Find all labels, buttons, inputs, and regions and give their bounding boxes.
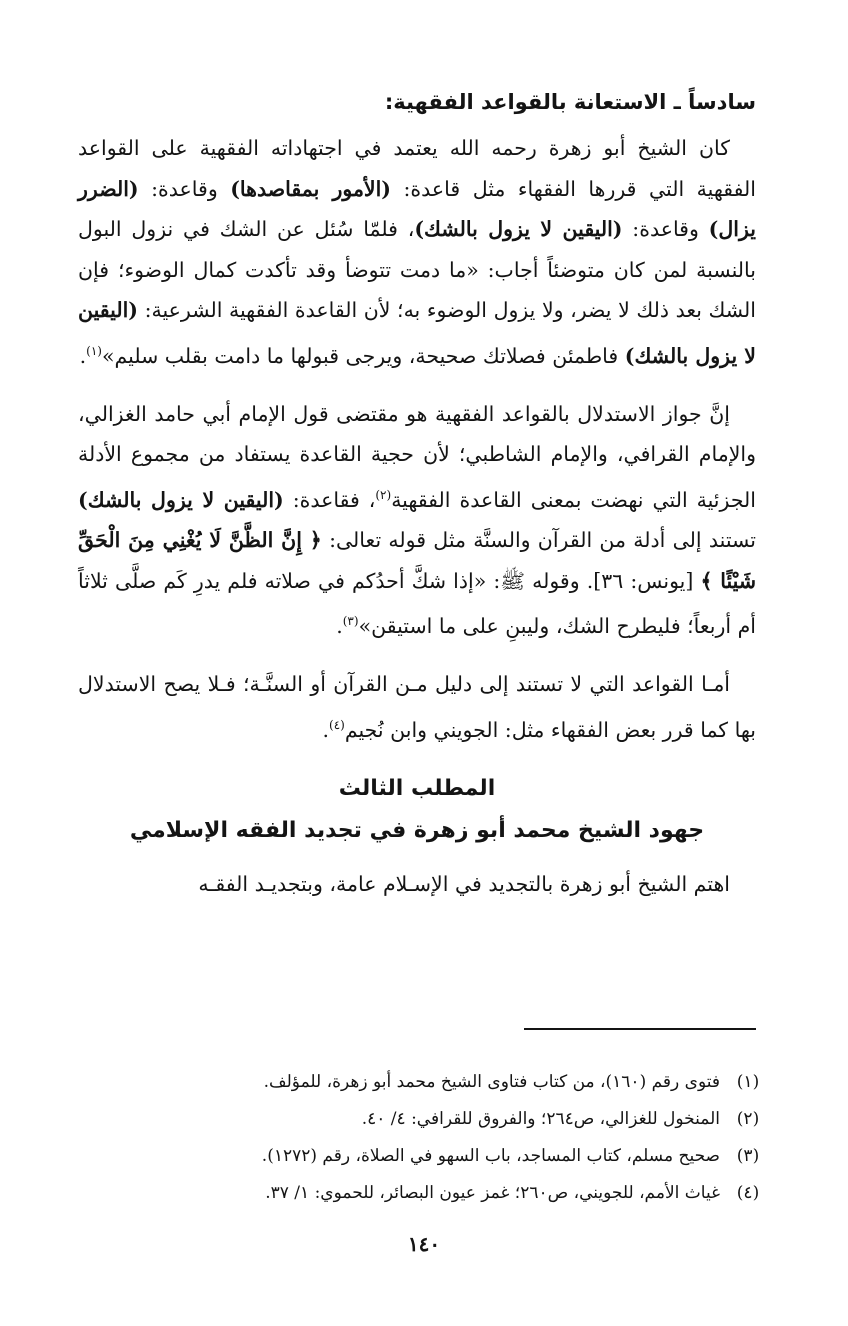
footnotes	[78, 1064, 764, 1212]
footnote-ref[interactable]: (٤)	[329, 717, 345, 732]
bold-phrase: (الضرر يزال)	[78, 176, 756, 241]
text: .	[79, 343, 87, 368]
footnote-ref[interactable]: (٣)	[342, 614, 359, 629]
bold-phrase: (اليقين لا يزول بالشك)	[414, 217, 623, 241]
quran-verse: ﴿ إِنَّ الظَّنَّ لَا يُغْنِي مِنَ الْحَقِّ شَيْئًا ﴾	[78, 528, 757, 593]
text: .	[336, 613, 343, 638]
text: وقاعدة:	[622, 217, 709, 241]
text: [يونس: ٣٦]. وقوله ﷺ: «إذا شكَّ أحدُكم في صلاته فلم يدرِ كَم صلَّى ثلاثاً أم أربعاً؛ فليطرح الشك، وليبنِ على ما استيقن»	[78, 568, 756, 638]
matlab-title: المطلب الثالث	[338, 776, 496, 802]
footnote-text: المنخول للغزالي، ص٢٦٤؛ والفروق للقرافي: ٤/ ٤٠.	[361, 1109, 720, 1129]
text: وقاعدة:	[138, 176, 231, 201]
text: ، فقاعدة:	[283, 487, 376, 512]
paragraph-3	[78, 664, 756, 750]
footnote-item	[78, 1101, 764, 1138]
footnote-text: فتوى رقم (١٦٠)، من كتاب فتاوى الشيخ محمد أبو زهرة، للمؤلف.	[263, 1072, 720, 1092]
paragraph-4: اهتم الشيخ أبو زهرة بالتجديد في الإسـلام عامة، وبتجديـد الفقـه	[198, 872, 730, 897]
matlab-subtitle: جهود الشيخ محمد أبو زهرة في تجديد الفقه الإسلامي	[129, 818, 705, 844]
text: إنَّ جواز الاستدلال بالقواعد الفقهية هو مقتضى قول الإمام أبي حامد الغزالي، والإمام القرافي، والإمام الشاطبي؛ لأن حجية القاعدة يستفاد من مجموع الأدلة الجزئية التي نهضت بمعنى القاعدة الفقهية	[78, 401, 756, 512]
text: تستند إلى أدلة من القرآن والسنَّة مثل قوله تعالى:	[321, 528, 756, 553]
bold-phrase: (الأمور بمقاصدها)	[230, 176, 392, 201]
footnote-ref[interactable]: (٢)	[375, 487, 392, 502]
footnote-item	[78, 1175, 764, 1212]
text: فاطمئن فصلاتك صحيحة، ويرجى قبولها ما دامت بقلب سليم»	[101, 343, 625, 368]
page-body	[78, 80, 756, 923]
paragraph-2	[78, 394, 756, 647]
paragraph-1	[78, 128, 756, 376]
section-heading: سادساً ـ الاستعانة بالقواعد الفقهية:	[384, 90, 756, 114]
footnote-separator	[524, 1028, 756, 1030]
footnote-item	[78, 1064, 764, 1101]
page-number: ١٤٠	[407, 1232, 441, 1256]
text: أمـا القواعد التي لا تستند إلى دليل مـن القرآن أو السنَّـة؛ فـلا يصح الاستدلال بها كما قرر بعض الفقهاء مثل: الجويني وابن نُجيم	[78, 672, 756, 742]
bold-phrase: (اليقين لا يزول بالشك)	[78, 298, 756, 368]
footnote-number: (٢)	[736, 1109, 760, 1129]
footnote-ref[interactable]: (١)	[86, 343, 102, 358]
footnote-number: (١)	[736, 1072, 760, 1092]
text: ، فلمّا سُئل عن الشك في نزول البول بالنسبة لمن كان متوضئاً أجاب: «ما دمت تتوضأ وقد تأكدت كمال الوضوء؛ فإن الشك بعد ذلك لا يضر، ولا يزول الوضوء به؛ لأن القاعدة الفقهية الشرعية:	[78, 217, 756, 322]
text: كان الشيخ أبو زهرة رحمه الله يعتمد في اجتهاداته الفقهية على القواعد الفقهية التي قررها الفقهاء مثل قاعدة:	[78, 136, 756, 201]
footnote-text: صحيح مسلم، كتاب المساجد، باب السهو في الصلاة، رقم (١٢٧٢).	[261, 1146, 720, 1166]
footnote-number: (٤)	[736, 1183, 760, 1203]
footnote-text: غياث الأمم، للجويني، ص٢٦٠؛ غمز عيون البصائر، للحموي: ١/ ٣٧.	[265, 1183, 720, 1203]
footnote-item	[78, 1138, 764, 1175]
footnote-number: (٣)	[736, 1146, 760, 1166]
bold-phrase: (اليقين لا يزول بالشك)	[78, 487, 284, 512]
text: .	[322, 717, 330, 742]
